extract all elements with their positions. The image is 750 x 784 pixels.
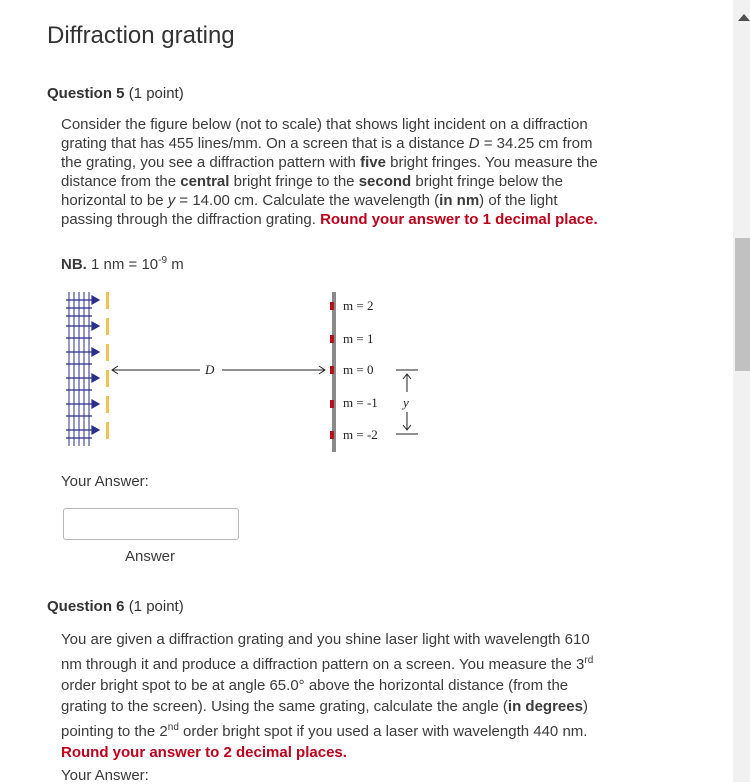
q5-text-7: ) of the light passing through the diffraction grating. [61, 192, 558, 228]
incident-light-arrows [66, 296, 99, 438]
q5-d-variable: D [468, 135, 480, 152]
q5-nb-exponent: -9 [158, 255, 168, 266]
q5-text-1: Consider the figure below (not to scale) that shows light incident on a diffraction grating that has 455 lines/mm. On a screen that is a distance [61, 116, 588, 152]
order-label-m-2: m = -2 [343, 427, 378, 442]
question-6-label: Question 6 [47, 598, 125, 615]
distance-d-arrow [112, 366, 325, 374]
q6-text-1: You are given a diffraction grating and you shine laser light with wavelength 610 nm through it and produce a diffraction pattern on a screen. You measure the 3 [61, 631, 590, 673]
q6-text-3: ) pointing to the 2 [61, 698, 588, 740]
q6-text-2: order bright spot to be at angle 65.0° above the horizontal distance (from the grating to the screen). Using the same grating, calculate the angle ( [61, 677, 569, 715]
order-label-m1: m = 1 [343, 331, 374, 346]
order-label-m2: m = 2 [343, 298, 374, 313]
q5-second: second [358, 173, 412, 190]
q6-text-4: order bright spot if you used a laser with wavelength 440 nm. [178, 723, 588, 740]
q5-answer-caption: Answer [125, 548, 176, 565]
q5-text-3: bright fringes. You measure the distance from the [61, 154, 598, 190]
scrollbar-thumb[interactable] [735, 238, 750, 371]
q5-text-4: bright fringe to the [229, 173, 359, 190]
q6-in-degrees: in degrees [507, 698, 583, 715]
order-label-m0: m = 0 [343, 362, 374, 377]
question-5-header [47, 85, 184, 102]
q5-text-2: = 34.25 cm from the grating, you see a diffraction pattern with [61, 135, 593, 171]
question-6-text [61, 629, 606, 763]
question-5-text [61, 115, 606, 229]
q6-your-answer-label: Your Answer: [61, 767, 149, 784]
question-5-label: Question 5 [47, 85, 125, 102]
q5-y-variable: y [167, 192, 176, 209]
q5-text-6: = 14.00 cm. Calculate the wavelength ( [175, 192, 440, 209]
q5-round-instruction: Round your answer to 1 decimal place. [320, 211, 598, 228]
q6-sup-nd: nd [167, 722, 179, 733]
scroll-up-icon[interactable] [738, 14, 750, 21]
q5-nb-unit: m [167, 256, 184, 273]
q5-nb-label: NB. [61, 256, 87, 273]
q5-central: central [180, 173, 230, 190]
q5-five: five [360, 154, 386, 171]
q5-nb-text: 1 nm = 10 [86, 256, 159, 273]
q5-text-5: bright fringe below the horizontal to be [61, 173, 563, 209]
question-6-points: (1 point) [128, 598, 184, 615]
q5-answer-input[interactable] [63, 508, 239, 540]
d-label: D [205, 362, 215, 377]
q5-your-answer-label: Your Answer: [61, 473, 149, 490]
order-label-m-1: m = -1 [343, 395, 378, 410]
q5-nb-note [61, 251, 606, 274]
diffraction-figure [60, 288, 440, 458]
q6-round-instruction: Round your answer to 2 decimal places. [61, 744, 347, 761]
page-title: Diffraction grating [47, 22, 235, 49]
y-label: y [403, 395, 409, 410]
scrollbar-track[interactable] [733, 0, 750, 782]
grating-slits [106, 292, 109, 439]
grating [69, 292, 89, 446]
q5-in-nm: in nm [439, 192, 480, 209]
q6-sup-rd: rd [584, 655, 594, 666]
question-6-header [47, 598, 184, 615]
question-5-points: (1 point) [128, 85, 184, 102]
